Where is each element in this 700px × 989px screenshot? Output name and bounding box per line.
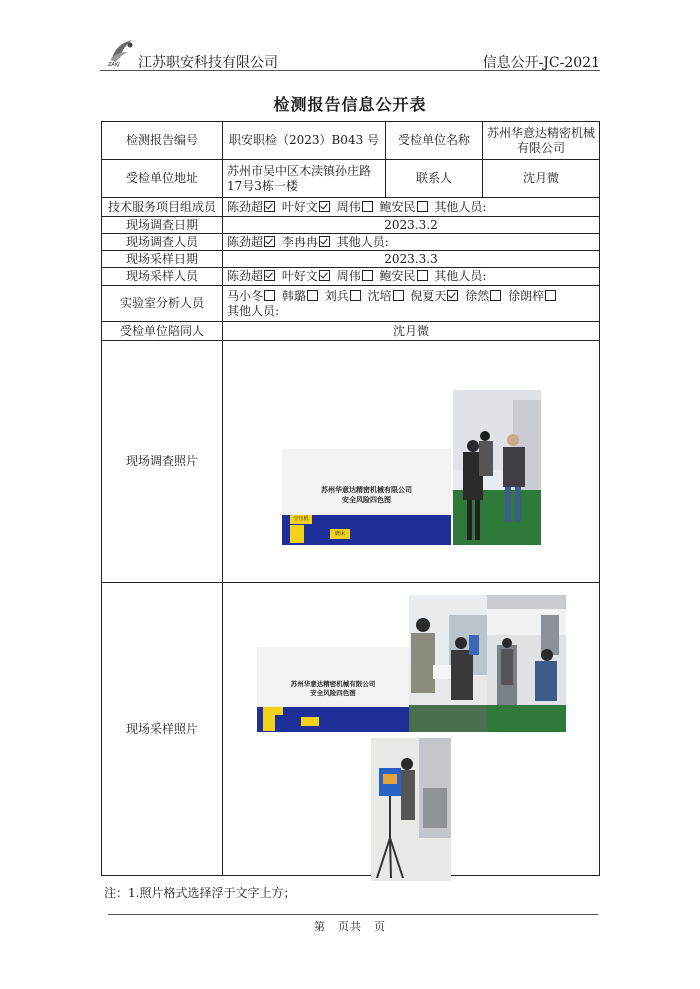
table-row — [102, 251, 600, 268]
survey-date-label: 现场调查日期 — [102, 217, 223, 234]
checkbox-checked[interactable] — [447, 290, 458, 301]
survey-photo-sign — [282, 449, 451, 545]
address-value: 苏州市吴中区木渎镇孙庄路17号3栋一楼 — [223, 160, 386, 198]
sample-photo-machines — [487, 595, 566, 732]
member-name: 陈劲超 — [227, 234, 264, 249]
table-row — [102, 268, 600, 286]
sample-photo-label: 现场采样照片 — [102, 583, 223, 876]
checkbox-checked[interactable] — [319, 236, 330, 247]
escort-value: 沈月微 — [223, 322, 600, 341]
table-row — [102, 122, 600, 160]
footnote: 注：1.照片格式选择浮于文字上方； — [104, 886, 296, 900]
address-label: 受检单位地址 — [102, 160, 223, 198]
page-counter: 第 页共 页 — [314, 920, 386, 933]
checkbox-unchecked[interactable] — [350, 290, 361, 301]
document-number: 信息公开-JC-2021 — [482, 55, 600, 71]
sample-staff-label: 现场采样人员 — [102, 268, 223, 286]
member-name: 周伟 — [336, 199, 361, 214]
other-members-label: 其他人员: — [434, 269, 487, 283]
other-members-label: 其他人员: — [336, 234, 389, 249]
unit-name-label: 受检单位名称 — [386, 122, 483, 160]
checkbox-checked[interactable] — [264, 270, 275, 281]
page-title: 检测报告信息公开表 — [273, 95, 427, 114]
checkbox-unchecked[interactable] — [545, 290, 556, 301]
table-row — [102, 198, 600, 217]
logo-text: ZAKJ — [108, 62, 120, 68]
checkbox-checked[interactable] — [319, 201, 330, 212]
sample-photo-instrument — [371, 738, 451, 881]
member-name: 叶好文 — [281, 199, 318, 214]
member-name: 倪夏天 — [410, 288, 447, 303]
member-name: 徐朗梓 — [508, 288, 545, 303]
report-no-value: 职安职检（2023）B043 号 — [223, 122, 386, 160]
checkbox-checked[interactable] — [264, 236, 275, 247]
sample-photo-sign — [257, 647, 409, 732]
table-row — [102, 160, 600, 198]
member-name: 韩璐 — [281, 288, 306, 303]
sample-date-value: 2023.3.3 — [223, 251, 600, 268]
checkbox-unchecked[interactable] — [490, 290, 501, 301]
table-row — [102, 286, 600, 322]
tech-members-value — [223, 198, 600, 217]
member-name: 马小冬 — [227, 288, 264, 303]
sign-line-1: 苏州华意达精密机械有限公司 — [290, 680, 376, 688]
member-name: 李冉冉 — [281, 234, 318, 249]
survey-staff-value — [223, 234, 600, 251]
footer-divider — [108, 914, 598, 915]
member-name: 刘兵 — [324, 288, 349, 303]
checkbox-unchecked[interactable] — [417, 270, 428, 281]
member-name: 周伟 — [336, 269, 361, 283]
checkbox-unchecked[interactable] — [307, 290, 318, 301]
page-header — [100, 36, 600, 71]
tag-yellow-area: 磨床 — [330, 529, 350, 539]
member-name: 鲍安民 — [379, 269, 416, 283]
checkbox-unchecked[interactable] — [393, 290, 404, 301]
contact-label: 联系人 — [386, 160, 483, 198]
survey-staff-label: 现场调查人员 — [102, 234, 223, 251]
other-members-label: 其他人员: — [227, 303, 280, 318]
survey-date-value: 2023.3.2 — [223, 217, 600, 234]
lab-staff-label: 实验室分析人员 — [102, 286, 223, 322]
member-name: 徐然 — [465, 288, 490, 303]
survey-photo-label: 现场调查照片 — [102, 341, 223, 583]
tag-red-area: 空压机 — [290, 515, 312, 524]
member-name: 陈劲超 — [227, 199, 264, 214]
checkbox-unchecked[interactable] — [417, 201, 428, 212]
checkbox-checked[interactable] — [319, 270, 330, 281]
tech-members-label: 技术服务项目组成员 — [102, 198, 223, 217]
table-row — [102, 217, 600, 234]
sample-staff-value — [223, 268, 600, 286]
checkbox-checked[interactable] — [264, 201, 275, 212]
checkbox-unchecked[interactable] — [362, 270, 373, 281]
lab-staff-value — [223, 286, 600, 322]
table-row — [102, 322, 600, 341]
checkbox-unchecked[interactable] — [264, 290, 275, 301]
unit-name-value: 苏州华意达精密机械有限公司 — [483, 122, 600, 160]
member-name: 沈培 — [367, 288, 392, 303]
table-row — [102, 234, 600, 251]
other-members-label: 其他人员: — [434, 199, 487, 214]
company-name: 江苏职安科技有限公司 — [138, 55, 278, 71]
member-name: 陈劲超 — [227, 269, 264, 283]
checkbox-unchecked[interactable] — [362, 201, 373, 212]
sample-photo-workers — [409, 595, 487, 732]
sign-line-2: 安全风险四色图 — [310, 689, 356, 697]
escort-label: 受检单位陪同人 — [102, 322, 223, 341]
sample-date-label: 现场采样日期 — [102, 251, 223, 268]
sign-line-2: 安全风险四色图 — [342, 496, 391, 504]
contact-value: 沈月微 — [483, 160, 600, 198]
sign-line-1: 苏州华意达精密机械有限公司 — [321, 486, 412, 494]
report-no-label: 检测报告编号 — [102, 122, 223, 160]
member-name: 叶好文 — [281, 269, 318, 283]
member-name: 鲍安民 — [379, 199, 416, 214]
survey-photo-people — [453, 390, 541, 545]
